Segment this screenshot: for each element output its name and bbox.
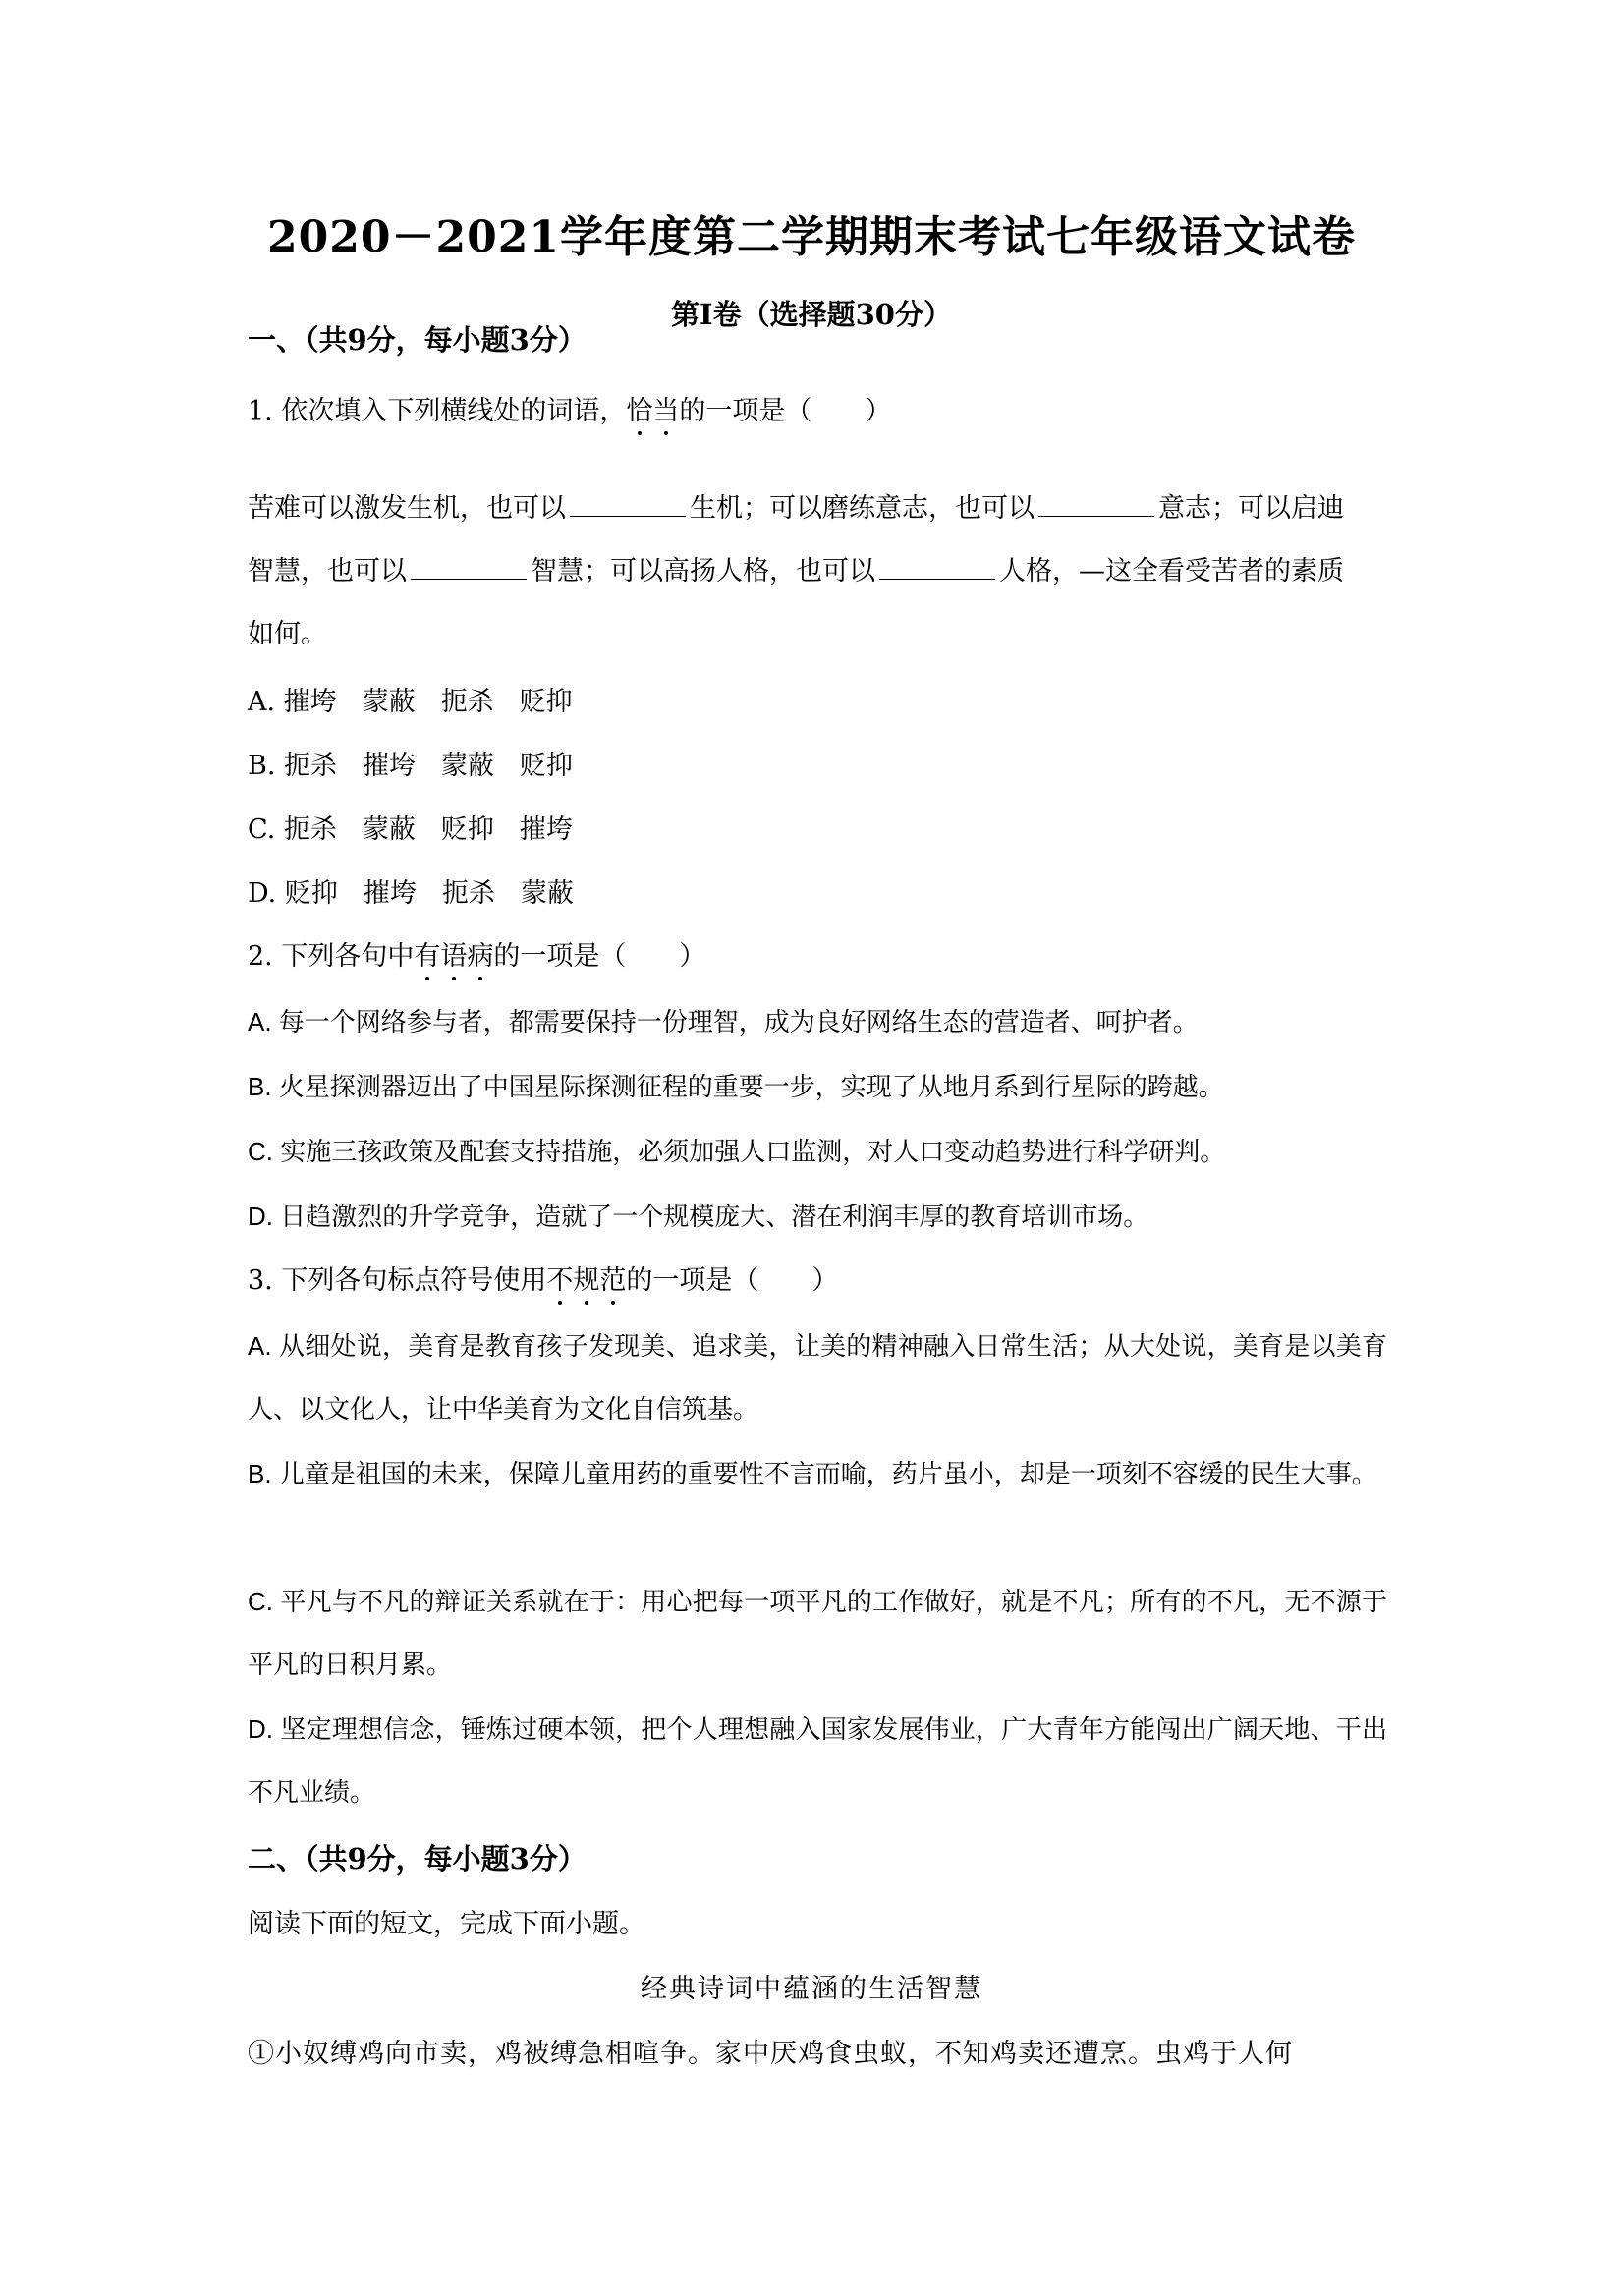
question-2-option-a: A. 每一个网络参与者，都需要保持一份理智，成为良好网络生态的营造者、呵护者。: [248, 1007, 1199, 1036]
emphasis-char: 规: [573, 1265, 600, 1296]
question-3-stem: 3. 下列各句标点符号使用不规范的一项是（ ）: [248, 1265, 839, 1296]
question-2-option-c: C. 实施三孩政策及配套支持措施，必须加强人口监测，对人口变动趋势进行科学研判。: [248, 1137, 1226, 1166]
reading-instruction: 阅读下面的短文，完成下面小题。: [248, 1909, 645, 1939]
section-heading-1: 一、（共9分，每小题3分）: [248, 323, 587, 357]
question-1-passage: 苦难可以激发生机，也可以 生机；可以磨练意志，也可以 意志；可以启迪 智慧，也可以 智慧；可以高扬人格，也可以 人格，—这全看受苦者的素质 如何。: [248, 477, 1387, 666]
question-3-option-c: C. 平凡与不凡的辩证关系就在于：用心把每一项平凡的工作做好，就是不凡；所有的不凡，无不源于平凡的日积月累。: [248, 1587, 1387, 1679]
emphasis-char: 有: [414, 941, 441, 972]
question-1-stem: 1. 依次填入下列横线处的词语，恰当的一项是（ ）: [248, 396, 892, 426]
question-3-option-d: D. 坚定理想信念，锤炼过硬本领，把个人理想融入国家发展伟业，广大青年方能闯出广阔天地、干出不凡业绩。: [248, 1714, 1387, 1807]
question-1-option-b: B. 扼杀 摧垮 蒙蔽 贬抑: [248, 751, 574, 781]
fill-blank: [1038, 488, 1154, 517]
fill-blank: [879, 551, 995, 580]
section-heading-2: 二、（共9分，每小题3分）: [248, 1842, 587, 1876]
emphasis-char: 语: [440, 941, 468, 972]
emphasis-char: 不: [546, 1265, 574, 1296]
emphasis-char: 恰: [626, 396, 653, 426]
question-1-option-d: D. 贬抑 摧垮 扼杀 蒙蔽: [248, 878, 574, 909]
question-3-option-b: B. 儿童是祖国的未来，保障儿童用药的重要性不言而喻，药片虽小，却是一项刻不容缓的民生大事。: [248, 1459, 1377, 1488]
question-2-option-b: B. 火星探测器迈出了中国星际探测征程的重要一步，实现了从地月系到行星际的跨越。: [248, 1072, 1224, 1101]
question-1-option-c: C. 扼杀 蒙蔽 贬抑 摧垮: [248, 814, 573, 845]
article-title: 经典诗词中蕴涵的生活智慧: [641, 1974, 982, 2004]
page-title: 2020－2021学年度第二学期期末考试七年级语文试卷: [267, 212, 1356, 262]
question-2-stem: 2. 下列各句中有语病的一项是（ ）: [248, 941, 706, 972]
question-3-option-a: A. 从细处说，美育是教育孩子发现美、追求美，让美的精神融入日常生活；从大处说，美育是以美育人、以文化人，让中华美育为文化自信筑基。: [248, 1331, 1387, 1424]
paper-subtitle: 第Ⅰ卷（选择题30分）: [671, 298, 952, 331]
fill-blank: [411, 551, 527, 580]
emphasis-char: 病: [467, 941, 494, 972]
question-1-option-a: A. 摧垮 蒙蔽 扼杀 贬抑: [248, 687, 573, 717]
fill-blank: [570, 488, 686, 517]
article-paragraph-1: ①小奴缚鸡向市卖，鸡被缚急相喧争。家中厌鸡食虫蚁，不知鸡卖还遭烹。虫鸡于人何: [248, 2039, 1293, 2069]
emphasis-char: 范: [599, 1265, 627, 1296]
question-2-option-d: D. 日趋激烈的升学竞争，造就了一个规模庞大、潜在利润丰厚的教育培训市场。: [248, 1202, 1149, 1231]
emphasis-char: 当: [652, 396, 680, 426]
